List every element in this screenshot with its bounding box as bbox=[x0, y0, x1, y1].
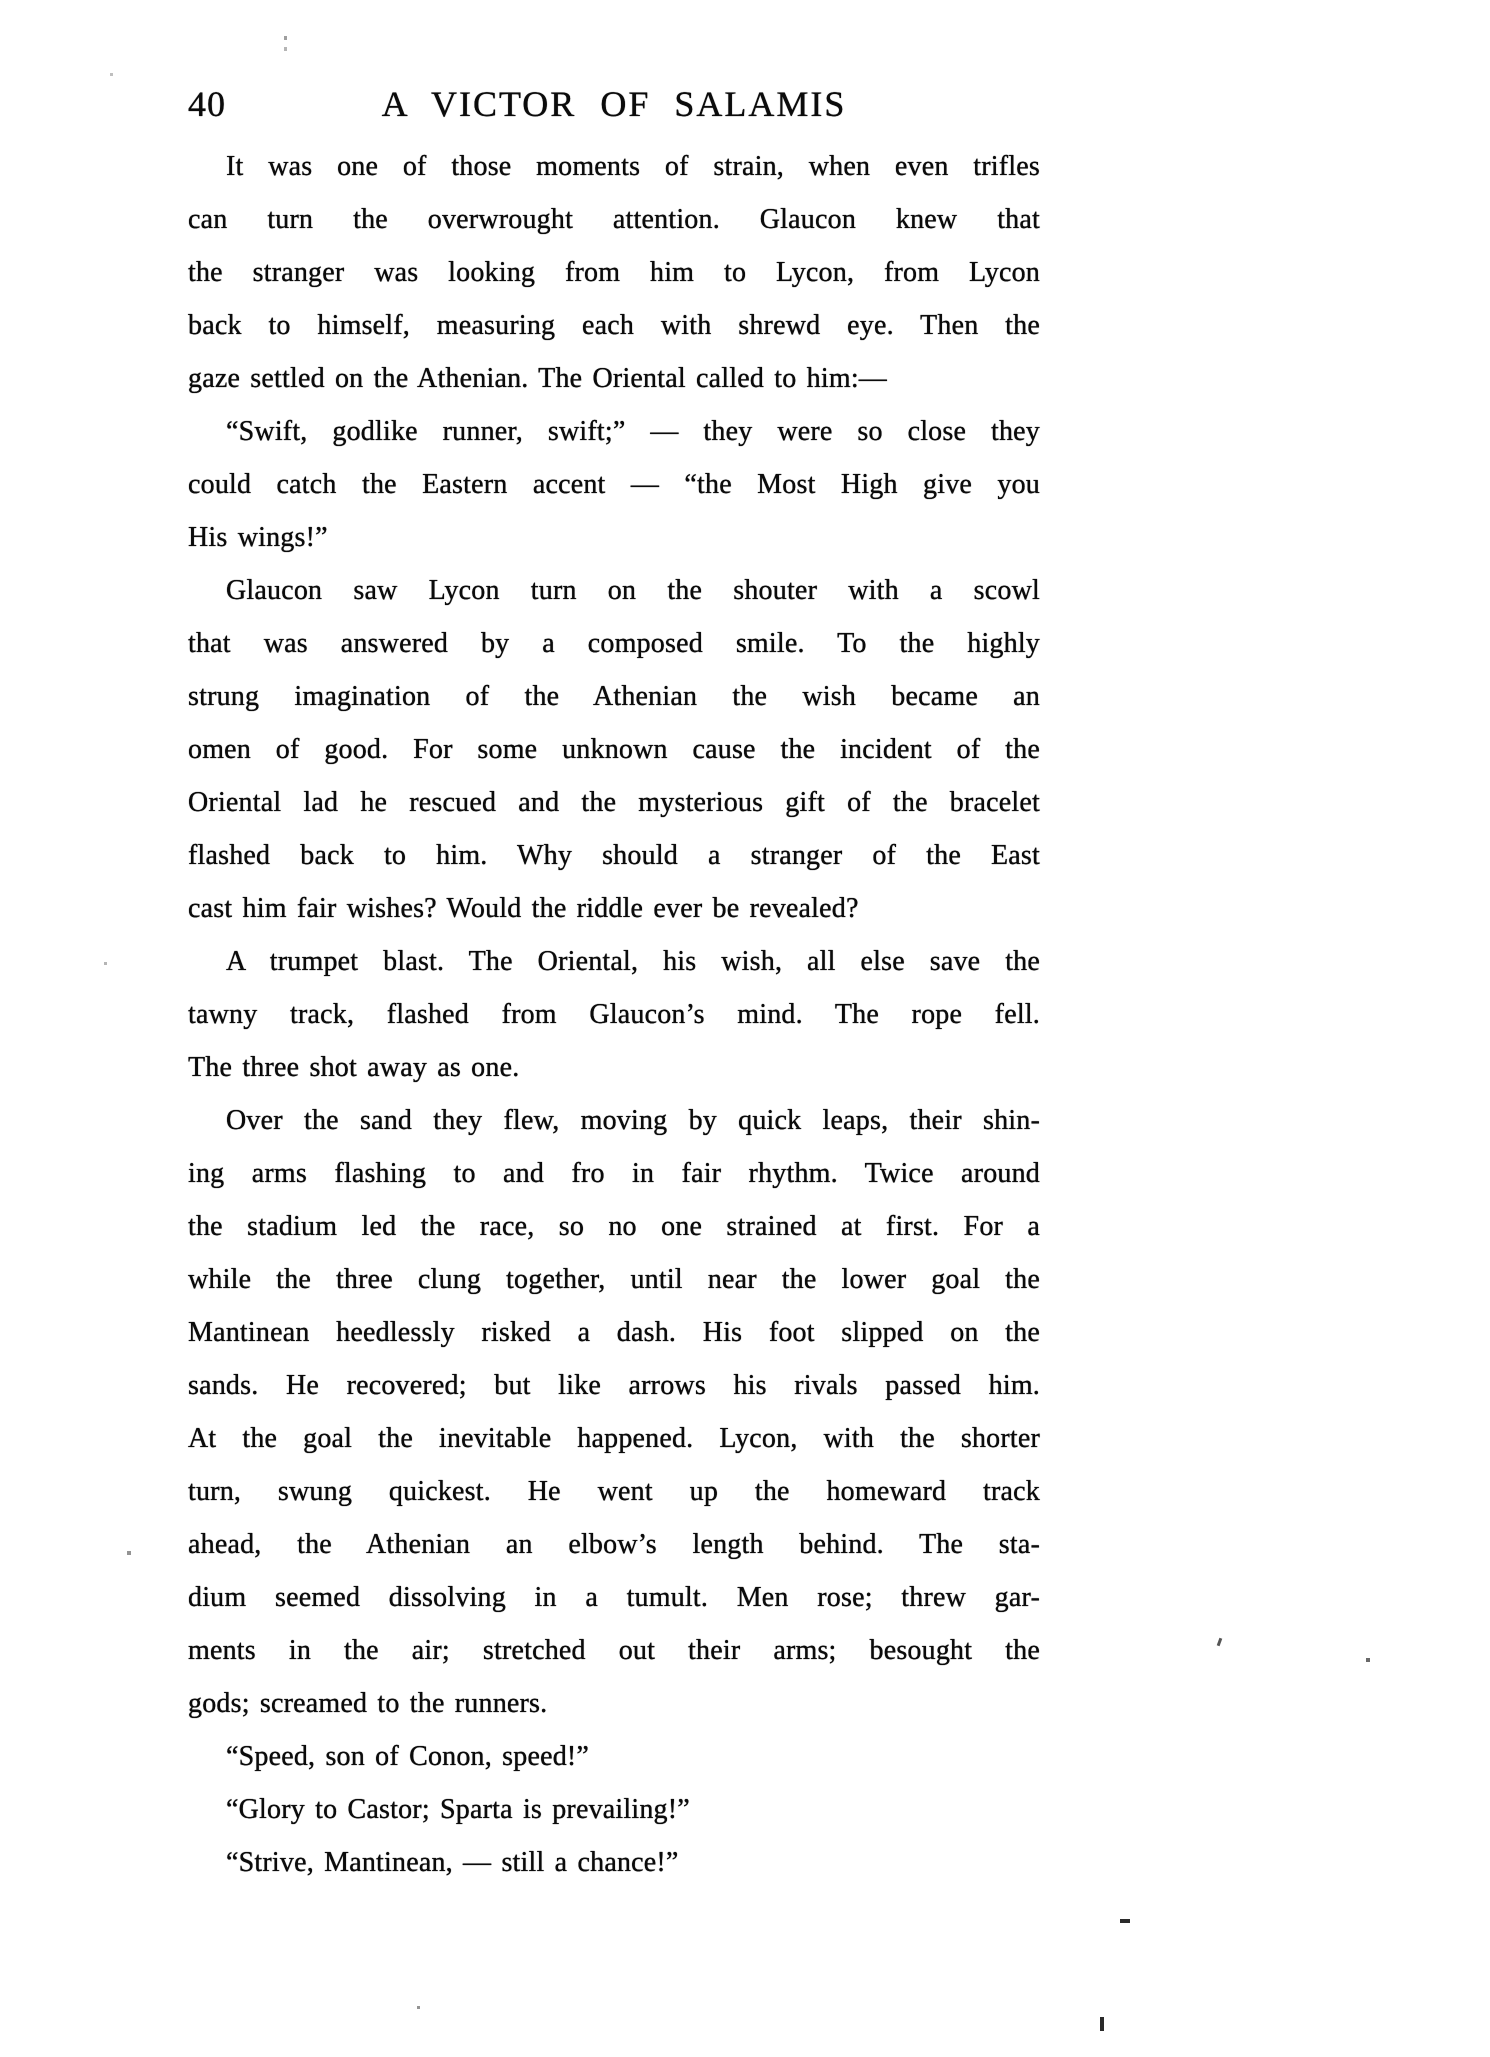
text-line: while the three clung together, until near the lower goal the bbox=[188, 1264, 1040, 1295]
page-number: 40 bbox=[188, 84, 226, 124]
text-line: turn, swung quickest. He went up the homeward track bbox=[188, 1476, 1040, 1507]
text-line: Oriental lad he rescued and the mysterious gift of the bracelet bbox=[188, 787, 1040, 818]
text-line: cast him fair wishes? Would the riddle ever be revealed? bbox=[188, 893, 859, 924]
text-line: “Swift, godlike runner, swift;” — they were so close they bbox=[226, 416, 1040, 447]
page-header bbox=[188, 84, 1040, 128]
text-line: strung imagination of the Athenian the wish became an bbox=[188, 681, 1040, 712]
paragraph bbox=[188, 564, 1040, 935]
paragraph bbox=[188, 1783, 1040, 1836]
scan-speck bbox=[284, 36, 287, 40]
text-line: tawny track, flashed from Glaucon’s mind. The rope fell. bbox=[188, 999, 1040, 1030]
text-line: back to himself, measuring each with shrewd eye. Then the bbox=[188, 310, 1040, 341]
text-line: Over the sand they flew, moving by quick leaps, their shin- bbox=[226, 1105, 1040, 1136]
text-line: could catch the Eastern accent — “the Most High give you bbox=[188, 469, 1040, 500]
scan-speck bbox=[127, 1551, 131, 1555]
paragraph bbox=[188, 935, 1040, 1094]
scan-speck bbox=[1120, 1919, 1130, 1923]
paragraph bbox=[188, 1094, 1040, 1730]
running-title: A VICTOR OF SALAMIS bbox=[381, 84, 847, 124]
text-line: flashed back to him. Why should a stranger of the East bbox=[188, 840, 1040, 871]
text-line: the stadium led the race, so no one strained at first. For a bbox=[188, 1211, 1040, 1242]
text-line: ing arms flashing to and fro in fair rhythm. Twice around bbox=[188, 1158, 1040, 1189]
text-line: It was one of those moments of strain, when even trifles bbox=[226, 151, 1040, 182]
text-line: that was answered by a composed smile. To the highly bbox=[188, 628, 1040, 659]
text-line: A trumpet blast. The Oriental, his wish, all else save the bbox=[226, 946, 1040, 977]
text-line: can turn the overwrought attention. Glaucon knew that bbox=[188, 204, 1040, 235]
page-body bbox=[188, 140, 1040, 1889]
text-line: “Speed, son of Conon, speed!” bbox=[226, 1741, 590, 1772]
scan-speck bbox=[110, 73, 113, 76]
text-line: the stranger was looking from him to Lycon, from Lycon bbox=[188, 257, 1040, 288]
text-line: gods; screamed to the runners. bbox=[188, 1688, 548, 1719]
paragraph bbox=[188, 1836, 1040, 1889]
text-line: Mantinean heedlessly risked a dash. His foot slipped on the bbox=[188, 1317, 1040, 1348]
text-line: gaze settled on the Athenian. The Oriental called to him:— bbox=[188, 363, 887, 394]
text-line: dium seemed dissolving in a tumult. Men rose; threw gar- bbox=[188, 1582, 1040, 1613]
scan-speck bbox=[1366, 1658, 1370, 1662]
text-line: ahead, the Athenian an elbow’s length behind. The sta- bbox=[188, 1529, 1040, 1560]
text-line: Glaucon saw Lycon turn on the shouter with a scowl bbox=[226, 575, 1040, 606]
text-line: The three shot away as one. bbox=[188, 1052, 520, 1083]
text-line: “Glory to Castor; Sparta is prevailing!” bbox=[226, 1794, 690, 1825]
text-line: omen of good. For some unknown cause the incident of the bbox=[188, 734, 1040, 765]
text-line: “Strive, Mantinean, — still a chance!” bbox=[226, 1847, 679, 1878]
text-line: At the goal the inevitable happened. Lycon, with the shorter bbox=[188, 1423, 1040, 1454]
text-line: sands. He recovered; but like arrows his rivals passed him. bbox=[188, 1370, 1040, 1401]
paragraph bbox=[188, 405, 1040, 564]
scan-speck bbox=[1100, 2017, 1104, 2031]
text-line: ments in the air; stretched out their arms; besought the bbox=[188, 1635, 1040, 1666]
scan-speck bbox=[417, 2006, 420, 2009]
scan-speck bbox=[104, 962, 107, 965]
paragraph bbox=[188, 140, 1040, 405]
scan-speck bbox=[284, 47, 287, 51]
scan-speck bbox=[1217, 1638, 1223, 1647]
paragraph bbox=[188, 1730, 1040, 1783]
text-line: His wings!” bbox=[188, 522, 328, 553]
